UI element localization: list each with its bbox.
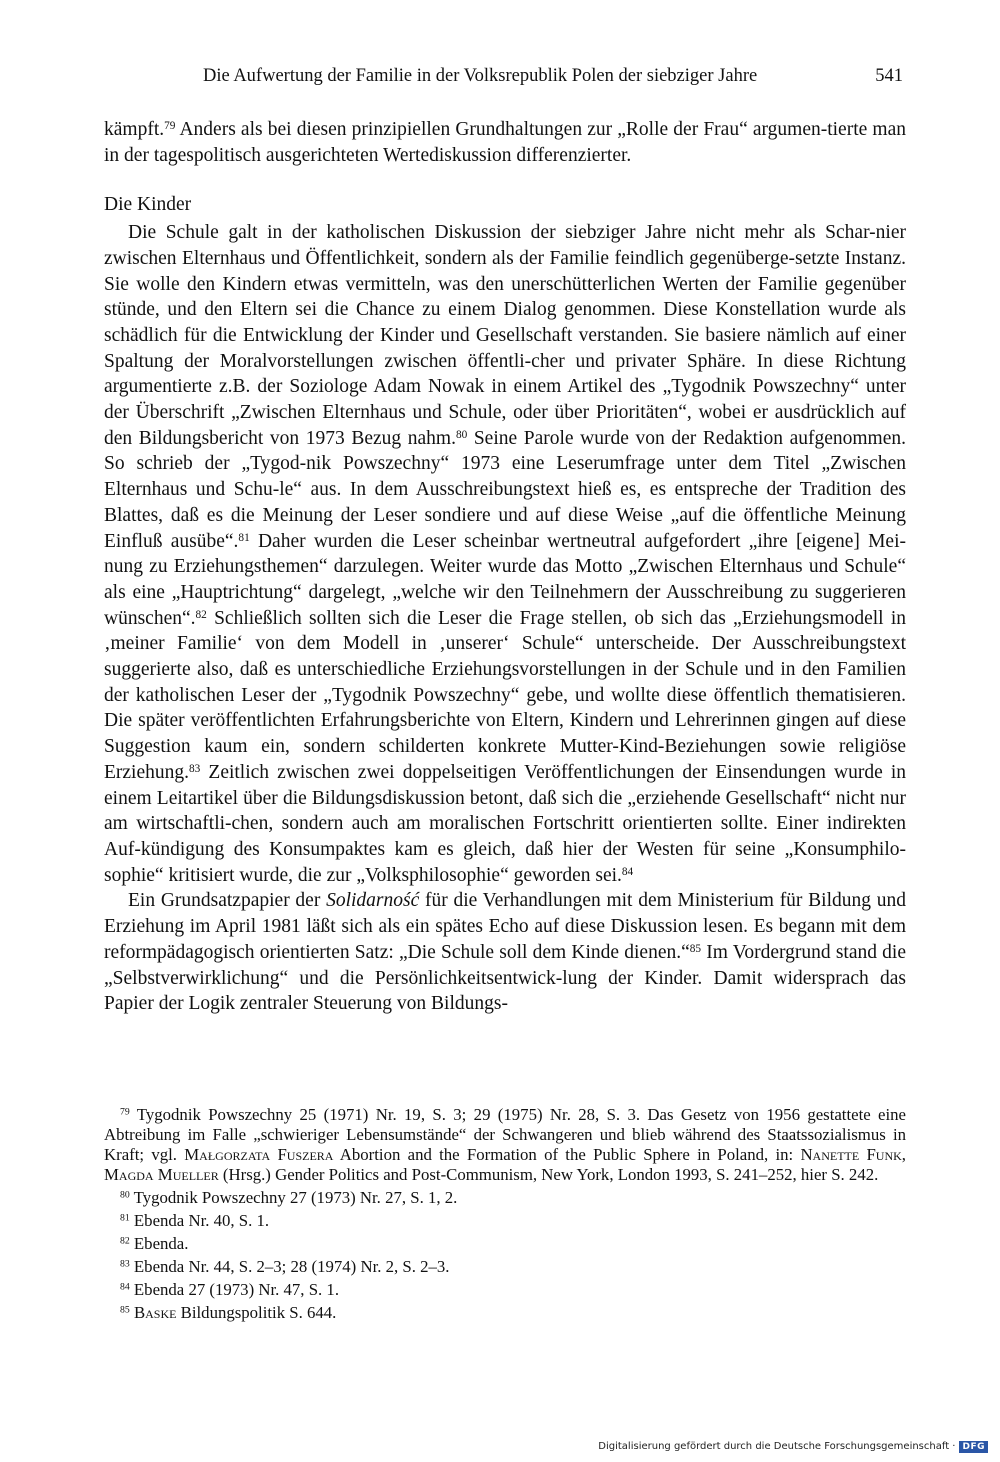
footnote-ref: 82 xyxy=(195,608,207,621)
footnote-number: 84 xyxy=(120,1281,130,1293)
footnote-number: 79 xyxy=(120,1106,130,1118)
text-run: Zeitlich zwischen zwei doppelseitigen Veröffentlichungen der Einsendungen wurde in einem Leitartikel über die Bildungsdiskussion betont, daß sich die „erziehende Gesellschaft“ nicht nur am wirtschaftli-chen, sondern auch am moralischen Fortschritt orientierten sollte. Einer indirekten Auf-kündigung des Konsumpaktes kam es gleich, daß hier der Westen für seine „Konsumphilo-sophie“ kritisiert wurde, die zur „Volksphilosophie“ geworden sei. xyxy=(104,761,906,886)
footnote-ref: 79 xyxy=(164,119,176,132)
text-run: Tygodnik Powszechny 25 (1971) Nr. 19, S. 3; 29 (1975) Nr. 28, S. 3. Das Gesetz von 1956 gestattete eine Abtreibung im Falle „schwieriger Lebensumstände“ der Schwangeren und blieb während des Staatssozialismus in Kraft; vgl. xyxy=(104,1105,906,1164)
text-run: Bildungspolitik S. 644. xyxy=(176,1303,337,1322)
author-name: Baske xyxy=(133,1303,177,1322)
text-run: Anders als bei diesen prinzipiellen Grundhaltungen zur „Rolle der Frau“ argumen-tierte man in der tagespolitisch ausgerichteten Wertediskussion differenzierter. xyxy=(104,119,906,166)
paragraph xyxy=(104,220,906,888)
footnote-ref: 80 xyxy=(455,428,468,441)
footnote-79 xyxy=(104,1105,906,1185)
footnote-ref: 81 xyxy=(238,531,250,544)
footnote-ref: 83 xyxy=(189,762,201,775)
text-run: Im Vordergrund stand die „Selbstverwirklichung“ und die Persönlichkeitsentwick-lung der Kinder. Damit widersprach das Papier der Logik zentraler Steuerung von Bildungs- xyxy=(104,941,906,1015)
digitization-credit xyxy=(598,1441,988,1453)
footnote-number: 85 xyxy=(120,1304,130,1316)
author-name: Małgorzata Fuszera xyxy=(184,1145,334,1164)
text-run: Ein Grundsatzpapier der xyxy=(128,890,327,912)
dfg-logo: DFG xyxy=(959,1441,988,1453)
paragraph xyxy=(104,888,906,1017)
text-run: (Hrsg.) Gender Politics and Post-Communism, New York, London 1993, S. 241–252, hier S. 242. xyxy=(218,1165,879,1184)
footnotes xyxy=(104,1105,906,1323)
section-heading: Die Kinder xyxy=(104,194,192,216)
running-head-title: Die Aufwertung der Familie in der Volksrepublik Polen der siebziger Jahre xyxy=(203,66,758,86)
footnote-ref: 85 xyxy=(689,942,702,955)
text-run: Daher wurden die Leser scheinbar wertneutral aufgefordert „ihre [eigene] Mei-nung zu Erziehungsthemen“ darzulegen. Weiter wurde das Motto „Zwischen Elternhaus und Schule“ als eine „Hauptrichtung“ dargelegt, „welche wir den Teilnehmern der Ausschreibung zu suggerieren wünschen“. xyxy=(104,530,906,629)
text-run: kämpft. xyxy=(104,119,165,140)
author-name: Nanette Funk, Magda Mueller xyxy=(104,1145,906,1184)
footnote-ref: 84 xyxy=(621,865,634,878)
text-run: Abortion and the Formation of the Public Sphere in Poland, in: xyxy=(333,1145,801,1164)
text-run: Tygodnik Powszechny 27 (1973) Nr. 27, S. 1, 2. xyxy=(129,1188,458,1207)
footnote-85 xyxy=(104,1303,906,1323)
text-run: Schließlich sollten sich die Leser die Frage stellen, ob sich das „Erziehungsmodell in ‚meiner Familie‘ von dem Modell in ‚unserer‘ Schule“ unterscheide. Der Ausschreibungstext suggerierte also, daß es unterschiedliche Erziehungsvorstellungen in der Schule und in den Familien der katholischen Leser der „Tygodnik Powszechny“ gebe, und wollte diese öffentlich thematisieren. Die später veröffentlichten Erfahrungsberichte von Eltern, Kindern und Lehrerinnen gingen auf diese Suggestion kaum ein, sondern schilderten konkrete Mutter-Kind-Beziehungen sowie religiöse Erziehung. xyxy=(104,607,906,783)
body-text xyxy=(104,117,906,1017)
text-run: Seine Parole wurde von der Redaktion aufgenommen. So schrieb der „Tygod-nik Powszechny“ 1973 eine Leserumfrage unter dem Titel „Zwischen Elternhaus und Schu-le“ aus. In dem Ausschreibungstext hieß es, es entspreche der Tradition des Blattes, daß es die Meinung der Leser sondiere und auf diese Weise „auf die öffentliche Meinung Einfluß ausübe“. xyxy=(104,427,906,552)
text-run: Ebenda. xyxy=(129,1234,189,1253)
text-run: Ebenda Nr. 40, S. 1. xyxy=(129,1211,270,1230)
text-run: Ebenda Nr. 44, S. 2–3; 28 (1974) Nr. 2, S. 2–3. xyxy=(129,1257,450,1276)
footnote-80 xyxy=(104,1188,906,1208)
text-run: Ebenda 27 (1973) Nr. 47, S. 1. xyxy=(129,1280,340,1299)
footnote-82 xyxy=(104,1234,906,1254)
credit-text: Digitalisierung gefördert durch die Deutsche Forschungsgemeinschaft · xyxy=(598,1441,956,1452)
footnote-number: 81 xyxy=(120,1212,130,1224)
footnote-number: 82 xyxy=(120,1235,130,1247)
text-run: für die Verhandlungen mit dem Ministerium für Bildung und Erziehung im April 1981 läßt sich als ein spätes Echo auf diese Diskussion lesen. Es begann mit dem reformpädagogisch orientierten Satz: „Die Schule soll dem Kinde dienen.“ xyxy=(104,890,907,963)
footnote-84 xyxy=(104,1280,906,1300)
page-number: 541 xyxy=(875,66,903,86)
paragraph-continued xyxy=(104,117,906,168)
footnote-81 xyxy=(104,1211,906,1231)
footnote-number: 83 xyxy=(120,1258,130,1270)
footnote-83 xyxy=(104,1257,906,1277)
text-run: Die Schule galt in der katholischen Diskussion der siebziger Jahre nicht mehr als Schar-nier zwischen Elternhaus und Öffentlichkeit, sondern als der Familie feindlich gegenüberge-setzte Instanz. Sie wolle den Kindern etwas vermitteln, was den unerschütterlichen Werten der Familie gegenüber stünde, und den Eltern sei die Chance zu einem Dialog genommen. Diese Konstellation wurde als schädlich für die Entwicklung der Kinder und Gesellschaft verstanden. Sie basiere nämlich auf einer Spaltung der Moralvorstellungen zwischen öffentli-cher und privater Sphäre. In diese Richtung argumentierte z.B. der Soziologe Adam Nowak in einem Artikel des „Tygodnik Powszechny“ unter der Überschrift „Zwischen Elternhaus und Schule, oder über Prioritäten“, wobei er ausdrücklich auf den Bildungsbericht von 1973 Bezug nahm. xyxy=(104,222,906,449)
footnote-number: 80 xyxy=(120,1189,130,1201)
italic-term: Solidarność xyxy=(326,890,420,912)
